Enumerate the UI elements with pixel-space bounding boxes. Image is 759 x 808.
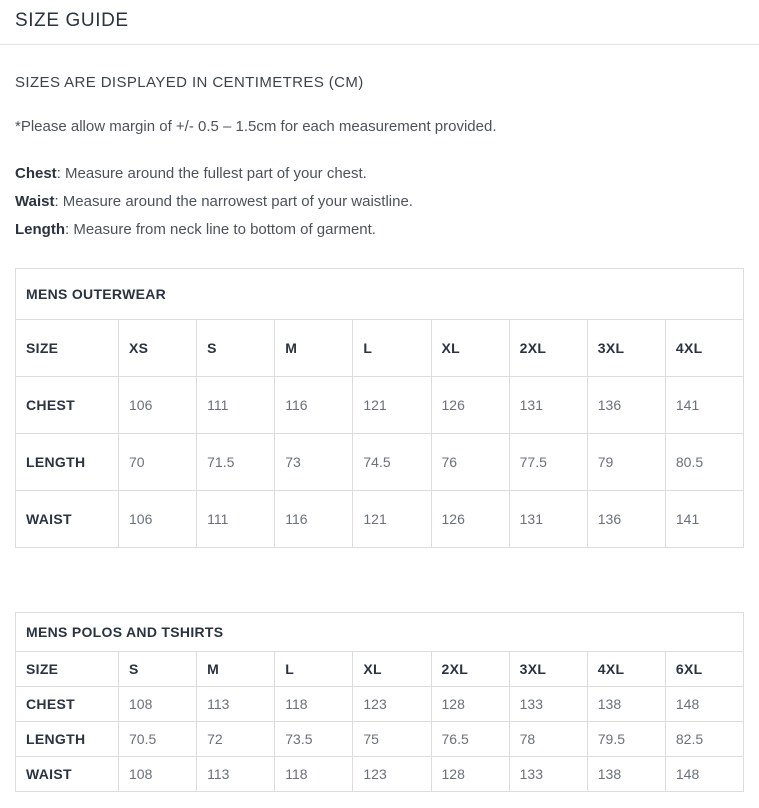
tolerance-note: *Please allow margin of +/- 0.5 – 1.5cm for each measurement provided.: [15, 118, 497, 135]
size-value: 118: [275, 687, 353, 722]
table-row-length: [16, 434, 744, 491]
size-value: 72: [197, 722, 275, 757]
size-value: 113: [197, 757, 275, 792]
size-value: 148: [665, 757, 743, 792]
size-value: 71.5: [197, 434, 275, 491]
table-row-waist: [16, 491, 744, 548]
column-header: 2XL: [431, 652, 509, 687]
size-value: 113: [197, 687, 275, 722]
size-value: 111: [197, 377, 275, 434]
column-header: 4XL: [587, 652, 665, 687]
definition-waist-term: Waist: [15, 193, 55, 210]
size-value: 128: [431, 687, 509, 722]
size-value: 78: [509, 722, 587, 757]
column-header: M: [197, 652, 275, 687]
table-row-waist: [16, 757, 744, 792]
size-value: 123: [353, 757, 431, 792]
definition-chest: [15, 160, 744, 188]
row-label: CHEST: [16, 687, 119, 722]
size-value: 73: [275, 434, 353, 491]
table-header-row: [16, 320, 744, 377]
column-header: M: [275, 320, 353, 377]
size-value: 111: [197, 491, 275, 548]
size-value: 138: [587, 757, 665, 792]
table-title: MENS POLOS AND TSHIRTS: [16, 613, 744, 652]
definition-length: [15, 216, 744, 244]
definition-chest-term: Chest: [15, 165, 57, 182]
size-value: 106: [119, 377, 197, 434]
size-value: 148: [665, 687, 743, 722]
column-header: S: [119, 652, 197, 687]
definition-length-text: : Measure from neck line to bottom of garment.: [65, 221, 376, 238]
size-value: 133: [509, 757, 587, 792]
column-header-size: SIZE: [16, 320, 119, 377]
column-header: 6XL: [665, 652, 743, 687]
size-value: 126: [431, 491, 509, 548]
column-header: 3XL: [587, 320, 665, 377]
size-value: 121: [353, 491, 431, 548]
size-value: 82.5: [665, 722, 743, 757]
column-header: XL: [353, 652, 431, 687]
column-header: XS: [119, 320, 197, 377]
definition-chest-text: : Measure around the fullest part of your chest.: [56, 165, 367, 182]
table-title-row: [16, 269, 744, 320]
size-value: 70: [119, 434, 197, 491]
measurement-definitions: [15, 160, 744, 244]
size-value: 141: [665, 377, 743, 434]
size-value: 138: [587, 687, 665, 722]
size-value: 136: [587, 377, 665, 434]
size-value: 75: [353, 722, 431, 757]
table-row-chest: [16, 687, 744, 722]
row-label: LENGTH: [16, 434, 119, 491]
size-value: 73.5: [275, 722, 353, 757]
title-divider: [0, 44, 759, 45]
row-label: LENGTH: [16, 722, 119, 757]
table-row-length: [16, 722, 744, 757]
size-value: 136: [587, 491, 665, 548]
column-header: XL: [431, 320, 509, 377]
size-table-mens-outerwear: [15, 268, 744, 548]
column-header: S: [197, 320, 275, 377]
row-label: WAIST: [16, 491, 119, 548]
table-title-row: [16, 613, 744, 652]
page-title: SIZE GUIDE: [15, 10, 129, 31]
size-value: 79: [587, 434, 665, 491]
size-value: 133: [509, 687, 587, 722]
column-header-size: SIZE: [16, 652, 119, 687]
size-value: 121: [353, 377, 431, 434]
size-value: 116: [275, 491, 353, 548]
size-value: 70.5: [119, 722, 197, 757]
size-value: 126: [431, 377, 509, 434]
row-label: WAIST: [16, 757, 119, 792]
size-value: 116: [275, 377, 353, 434]
column-header: L: [353, 320, 431, 377]
column-header: 3XL: [509, 652, 587, 687]
size-value: 108: [119, 687, 197, 722]
row-label: CHEST: [16, 377, 119, 434]
column-header: 2XL: [509, 320, 587, 377]
size-value: 76: [431, 434, 509, 491]
size-value: 131: [509, 377, 587, 434]
table-title: MENS OUTERWEAR: [16, 269, 744, 320]
size-value: 74.5: [353, 434, 431, 491]
definition-length-term: Length: [15, 221, 65, 238]
size-value: 128: [431, 757, 509, 792]
column-header: L: [275, 652, 353, 687]
size-value: 79.5: [587, 722, 665, 757]
table-row-chest: [16, 377, 744, 434]
size-value: 80.5: [665, 434, 743, 491]
size-value: 123: [353, 687, 431, 722]
size-value: 76.5: [431, 722, 509, 757]
definition-waist: [15, 188, 744, 216]
table-header-row: [16, 652, 744, 687]
column-header: 4XL: [665, 320, 743, 377]
definition-waist-text: : Measure around the narrowest part of your waistline.: [54, 193, 413, 210]
size-value: 118: [275, 757, 353, 792]
size-table-mens-polos-tshirts: [15, 612, 744, 792]
size-value: 131: [509, 491, 587, 548]
units-note: SIZES ARE DISPLAYED IN CENTIMETRES (CM): [15, 74, 364, 91]
size-value: 106: [119, 491, 197, 548]
size-value: 108: [119, 757, 197, 792]
size-value: 77.5: [509, 434, 587, 491]
size-value: 141: [665, 491, 743, 548]
